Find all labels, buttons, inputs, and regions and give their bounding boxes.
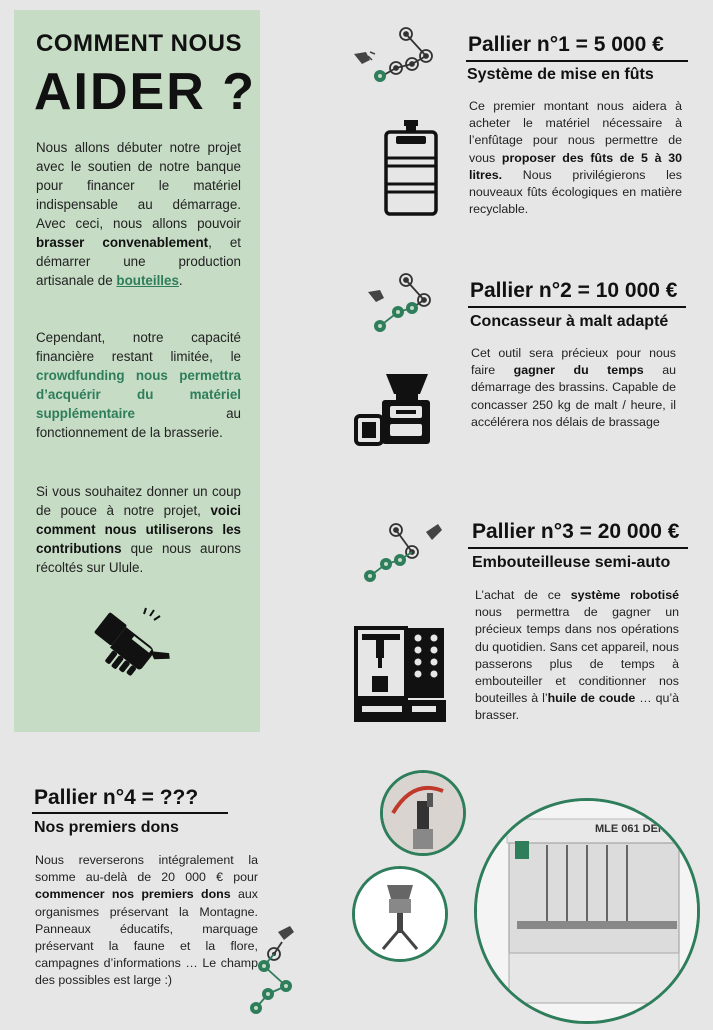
intro-title-line2: AIDER ? bbox=[34, 63, 256, 121]
keg-filler-photo bbox=[380, 770, 466, 856]
tier3-rule bbox=[468, 547, 688, 549]
tier4-rule bbox=[32, 812, 228, 814]
tier4-description bbox=[35, 852, 258, 990]
tier1-text-2: Nous privilégierons les nouveaux fûts écologiques en matière recyclable. bbox=[469, 167, 682, 217]
network-nodes-icon bbox=[246, 922, 302, 1018]
keg-icon bbox=[382, 118, 440, 218]
malt-mill-icon bbox=[352, 372, 432, 446]
tier2-text: Cet outil sera précieux pour nous faire bbox=[471, 346, 676, 378]
intro-p2-text-2: au fonctionnement de la brasserie. bbox=[36, 406, 241, 440]
bouteilles-link[interactable]: bouteilles bbox=[116, 273, 179, 288]
intro-p1-bold: brasser convenablement bbox=[36, 235, 209, 250]
bottling-machine-icon bbox=[352, 624, 448, 724]
tier3-subtitle: Embouteilleuse semi-auto bbox=[472, 554, 671, 571]
machine-label: MLE 061 DEN bbox=[595, 823, 666, 835]
tier4-title: Pallier n°4 = ??? bbox=[34, 786, 199, 809]
intro-p3-bold: voici comment nous utiliserons les contributions bbox=[36, 503, 241, 556]
intro-p2-highlight: crowdfunding nous permettra d’acquérir du matériel supplémentaire bbox=[36, 368, 241, 421]
helping-hand-icon bbox=[88, 600, 180, 692]
tier3-text: L’achat de ce bbox=[475, 588, 571, 602]
tier4-bold: commencer nos premiers dons bbox=[35, 887, 231, 902]
tier3-description bbox=[475, 587, 679, 725]
intro-title-line1: COMMENT NOUS bbox=[36, 30, 242, 57]
tier3-bold-2: huile de coude bbox=[547, 691, 636, 706]
tier1-bold: proposer des fûts de 5 à 30 litres. bbox=[469, 150, 682, 182]
tier4-text-2: aux organismes préservant la Montagne. Panneaux éducatifs, marquage préservant la faune et la flore, campagnes d’informations … Le champ des possibles est large :) bbox=[35, 887, 259, 988]
intro-paragraph-1 bbox=[36, 138, 241, 290]
tier1-text: Ce premier montant nous aidera à acheter le matériel nécessaire à l’enfûtage pour nous permettre de vous bbox=[469, 99, 682, 165]
tier2-bold: gagner du temps bbox=[513, 363, 644, 378]
tier2-text-2: au démarrage des brassins. Capable de concasser 250 kg de malt / heure, il accélérera nos délais de brassage bbox=[471, 363, 677, 429]
intro-p1-text: Nous allons débuter notre projet avec le soutien de notre banque pour financer le matériel indispensable au démarrage. Avec ceci, nous allons pouvoir bbox=[36, 140, 241, 231]
tier2-subtitle: Concasseur à malt adapté bbox=[470, 313, 669, 330]
network-nodes-icon bbox=[356, 518, 448, 584]
intro-p2-text: Cependant, notre capacité financière restant limitée, le bbox=[36, 330, 241, 364]
intro-p3-text-2: que nous aurons récoltés sur Ulule. bbox=[36, 541, 241, 575]
tier1-description bbox=[469, 98, 682, 218]
tier2-rule bbox=[468, 306, 686, 308]
intro-paragraph-3 bbox=[36, 482, 241, 577]
network-nodes-icon bbox=[364, 270, 436, 336]
tier3-bold: système robotisé bbox=[570, 588, 680, 602]
tier3-text-2: nous permettra de gagner un précieux temps dans nos opérations du quotidien. Sans cet appareil, nous passerons plus de temps à embouteiller et conditionner nos bouteilles à l’ bbox=[475, 605, 679, 706]
network-nodes-icon bbox=[348, 24, 438, 86]
tier1-title: Pallier n°1 = 5 000 € bbox=[468, 33, 664, 56]
intro-p1-text-2: , et démarrer une production artisanale de bbox=[36, 235, 242, 288]
tier3-title: Pallier n°3 = 20 000 € bbox=[472, 520, 680, 543]
tier2-description bbox=[471, 345, 676, 431]
tier1-subtitle: Système de mise en fûts bbox=[467, 66, 654, 83]
tier4-subtitle: Nos premiers dons bbox=[34, 819, 179, 836]
tier2-title: Pallier n°2 = 10 000 € bbox=[470, 279, 678, 302]
tier1-rule bbox=[466, 60, 688, 62]
malt-mill-photo bbox=[352, 866, 448, 962]
tier4-text: Nous reverserons intégralement la somme au-delà de 20 000 € pour bbox=[35, 853, 258, 885]
tier3-text-3: … qu’à brasser. bbox=[475, 691, 679, 723]
intro-paragraph-2 bbox=[36, 328, 241, 442]
bottling-machine-photo bbox=[474, 798, 700, 1024]
intro-p1-end: . bbox=[178, 273, 183, 288]
intro-p3-text: Si vous souhaitez donner un coup de pouce à notre projet, bbox=[36, 484, 241, 518]
